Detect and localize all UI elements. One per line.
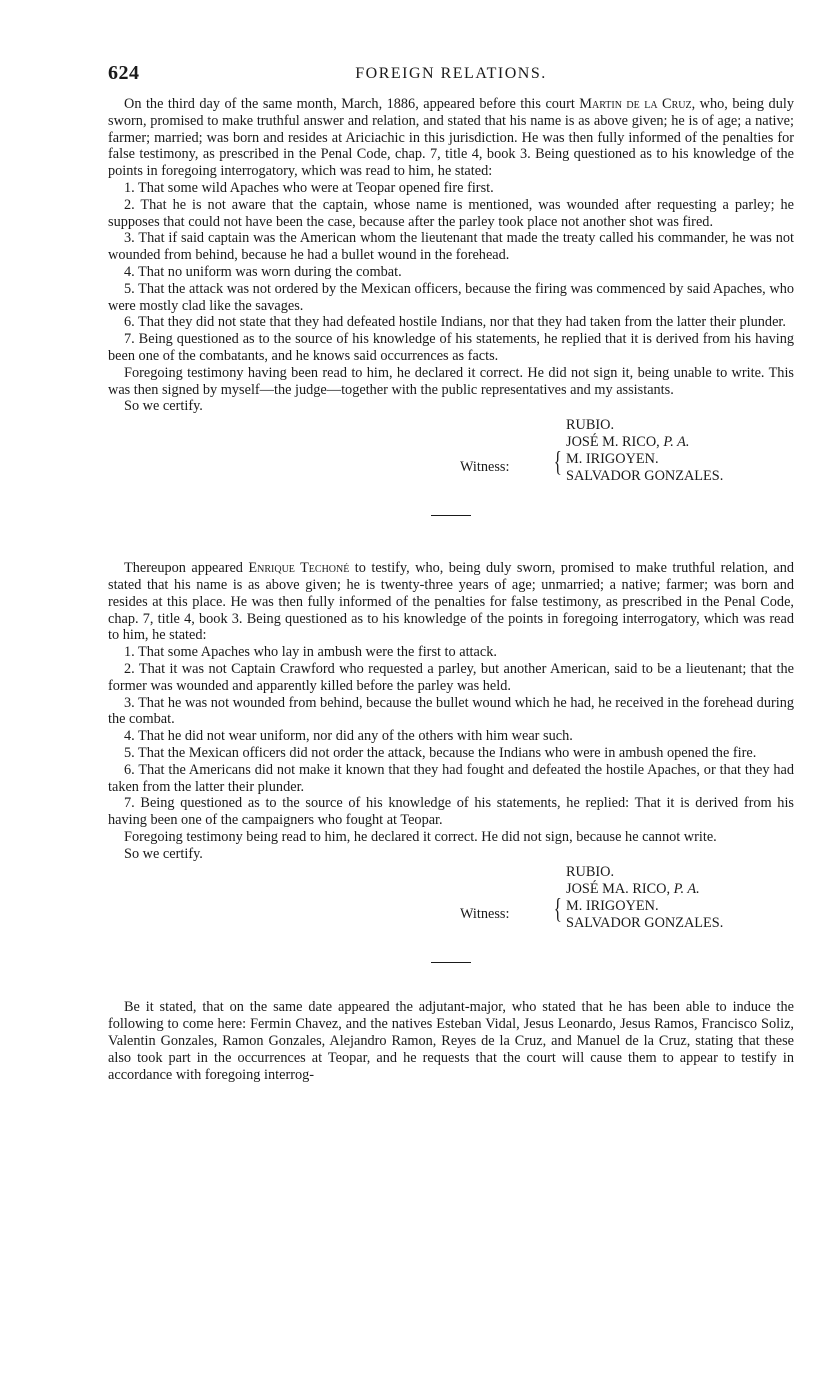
- signer-name: RUBIO.: [566, 417, 615, 434]
- signer-title: P. A.: [673, 881, 700, 898]
- page-number: 624: [108, 62, 140, 84]
- witness-name: Martin de la Cruz: [579, 96, 692, 112]
- signer-name: [566, 881, 700, 898]
- testimony-point: 3. That he was not wounded from behind, because the bullet wound which he had, he received in the forehead during the combat.: [108, 694, 794, 728]
- testimony-point: 6. That the Americans did not make it known that they had fought and defeated the hostile Apaches, or that they had taken from the latter their plunder.: [108, 761, 794, 795]
- testimony-point: 5. That the attack was not ordered by the Mexican officers, because the firing was commenced by said Apaches, who were mostly clad like the savages.: [108, 280, 794, 314]
- testimony-point: 3. That if said captain was the American whom the lieutenant that made the treaty called his commander, he was not wounded from behind, because he had a bullet wound in the forehead.: [108, 230, 794, 264]
- witness-name: SALVADOR GONZALES.: [566, 468, 724, 485]
- signer-name-text: JOSÉ M. RICO,: [566, 434, 664, 451]
- signature-block: [108, 415, 794, 487]
- intro-lead: On the third day of the same month, March, 1886, appeared before this court: [124, 96, 580, 112]
- testimony-point: 4. That he did not wear uniform, nor did any of the others with him wear such.: [124, 728, 573, 745]
- signature-block: [108, 862, 794, 934]
- witness-brace: {: [553, 447, 562, 479]
- signer-name: RUBIO.: [566, 864, 615, 881]
- intro-lead: Thereupon appeared: [124, 560, 249, 577]
- certify-line: So we certify.: [124, 398, 203, 415]
- signer-name: [566, 434, 689, 451]
- signer-title: P. A.: [663, 434, 690, 451]
- testimony-closing: Foregoing testimony being read to him, he declared it correct. He did not sign, because he cannot write.: [124, 828, 717, 845]
- certify-line: So we certify.: [124, 845, 203, 862]
- testimony-point: 4. That no uniform was worn during the combat.: [124, 263, 402, 280]
- witness-brace: {: [553, 894, 562, 926]
- testimony-intro-paragraph: [108, 560, 794, 644]
- testimony-point: 6. That they did not state that they had defeated hostile Indians, nor that they had taken from the latter their plunder.: [124, 314, 786, 331]
- page-header: [108, 62, 794, 88]
- witness-name: M. IRIGOYEN.: [566, 451, 659, 468]
- intro-rest: to testify, who, being duly sworn, promised to make truthful relation, and stated that his name is as above given; he is twenty-three years of age; unmarried; a native; farmer; was born and resides at this place. He was then fully informed of the penalties for false testimony, as prescribed in the Penal Code, chap. 7, title 4, book 3. Being questioned as to his knowledge of the points in foregoing interrogatory, which was read to him, he stated:: [108, 560, 794, 644]
- witness-name: M. IRIGOYEN.: [566, 898, 659, 915]
- testimony-point: 7. Being questioned as to the source of his knowledge of his statements, he replied that it is derived from his having been one of the combatants, and he knows said occurrences as facts.: [108, 331, 794, 364]
- witness-name: SALVADOR GONZALES.: [566, 915, 724, 932]
- running-head: FOREIGN RELATIONS.: [355, 65, 547, 82]
- testimony-point: 1. That some wild Apaches who were at Teopar opened fire first.: [124, 179, 494, 196]
- intro-rest: , who, being duly sworn, promised to make truthful answer and relation, and stated that his name is as above given; he is of age; a native; farmer; married; was born and resides at Ariciachic in this jurisdiction. He was then fully informed of the penalties for false testimony, as prescribed in the Penal Code, chap. 7, title 4, book 3. Being questioned as to his knowledge of the points in foregoing interrogatory, which was read to him, he stated:: [108, 96, 794, 180]
- testimony-closing: Foregoing testimony having been read to him, he declared it correct. He did not sign it, being unable to write. This was then signed by myself—the judge—together with the public representatives and my assistants.: [108, 364, 794, 398]
- signer-name-text: JOSÉ MA. RICO,: [566, 881, 674, 898]
- witness-label: Witness:: [460, 906, 510, 923]
- witness-name: Enrique Techoné: [248, 560, 350, 577]
- testimony-point: 2. That it was not Captain Crawford who requested a parley, but another American, said to be a lieutenant; that the former was wounded and apparently killed before the parley was held.: [108, 660, 794, 694]
- document-body: [108, 96, 794, 1083]
- testimony-point: 7. Being questioned as to the source of his knowledge of his statements, he replied: That it is derived from his having been one of the campaigners who fought at Teopar.: [108, 795, 794, 829]
- testimony-intro-paragraph: [108, 96, 794, 180]
- testimony-point: 1. That some Apaches who lay in ambush were the first to attack.: [124, 644, 497, 661]
- witness-label: Witness:: [460, 459, 510, 476]
- testimony-point: 5. That the Mexican officers did not order the attack, because the Indians who were in ambush opened the fire.: [124, 744, 757, 761]
- statement-paragraph: Be it stated, that on the same date appeared the adjutant-major, who stated that he has been able to induce the following to come here: Fermin Chavez, and the natives Esteban Vidal, Jesus Leonardo, Jesus Ramos, Francisco Soliz, Valentin Gonzales, Ramon Gonzales, Alejandro Ramon, Reyes de la Cruz, and Manuel de la Cruz, stating that these also took part in the occurrences at Teopar, and he requests that the court will cause them to appear to testify in accordance with foregoing interrog-: [108, 999, 794, 1083]
- testimony-point: 2. That he is not aware that the captain, whose name is mentioned, was wounded after requesting a parley; he supposes that could not have been the case, because after the parley took place not another shot was fired.: [108, 196, 794, 230]
